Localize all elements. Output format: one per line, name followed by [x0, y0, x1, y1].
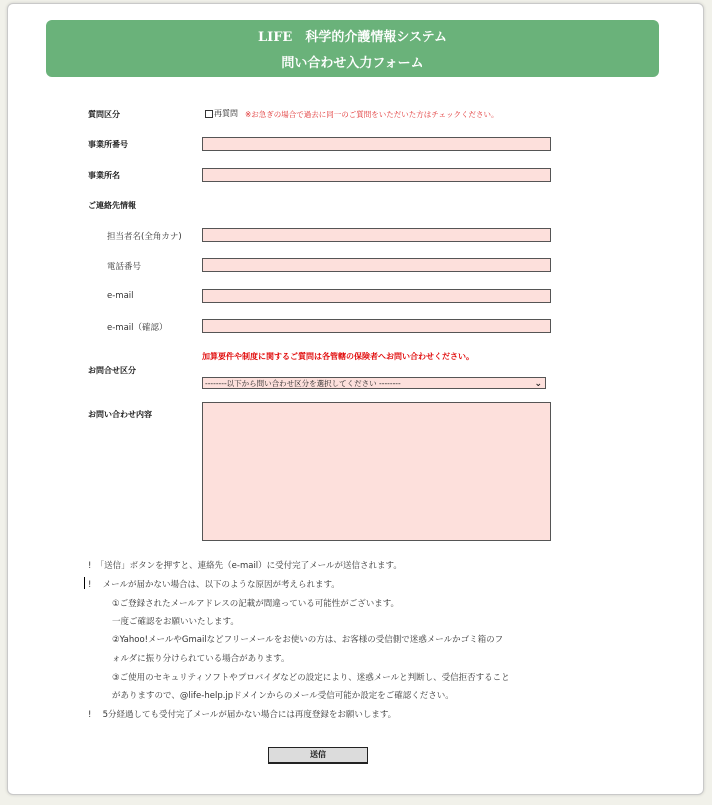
form-header	[46, 20, 659, 77]
reask-checkbox-label[interactable]: 再質問	[214, 109, 238, 118]
inquiry-content-label: お問い合わせ内容	[88, 410, 152, 419]
email-input[interactable]	[202, 289, 551, 303]
note-line: ③ご使用のセキュリティソフトやプロバイダなどの設定により、迷惑メールと判断し、受信拒否すること	[112, 673, 510, 683]
office-name-label: 事業所名	[88, 171, 120, 180]
reask-note: ※お急ぎの場合で過去に同一のご質問をいただいた方はチェックください。	[245, 110, 499, 119]
note-line: ! 「送信」ボタンを押すと、連絡先（e-mail）に受付完了メールが送信されます。	[88, 561, 402, 571]
office-name-input[interactable]	[202, 168, 551, 182]
phone-input[interactable]	[202, 258, 551, 272]
page-subtitle: 問い合わせ入力フォーム	[281, 56, 424, 71]
person-name-input[interactable]	[202, 228, 551, 242]
inquiry-type-selected: --------以下から問い合わせ区分を選択してください --------	[205, 379, 401, 388]
page-title: LIFE 科学的介護情報システム	[257, 30, 448, 45]
note-line: がありますので、@life-help.jpドメインからのメール受信可能か設定をご確認ください。	[112, 691, 454, 701]
email-label: e-mail	[107, 291, 134, 301]
reask-checkbox[interactable]	[205, 110, 213, 118]
email-confirm-label: e-mail（確認）	[107, 323, 168, 333]
email-confirm-input[interactable]	[202, 319, 551, 333]
inquiry-type-label: お問合せ区分	[88, 366, 136, 375]
text-cursor	[84, 577, 85, 589]
question-type-label: 質問区分	[88, 110, 120, 119]
note-line: ! メールが届かない場合は、以下のような原因が考えられます。	[88, 580, 340, 590]
note-line: 一度ご確認をお願いいたします。	[112, 617, 239, 627]
note-line: ②Yahoo!メールやGmailなどフリーメールをお使いの方は、お客様の受信側で迷惑メールかゴミ箱のフ	[112, 635, 504, 645]
note-line: ォルダに振り分けられている場合があります。	[112, 654, 290, 664]
submit-button[interactable]: 送信	[268, 747, 368, 764]
inquiry-alert: 加算要件や制度に関するご質問は各管轄の保険者へお問い合わせください。	[202, 352, 474, 361]
office-number-input[interactable]	[202, 137, 551, 151]
contact-info-label: ご連絡先情報	[88, 201, 136, 210]
inquiry-content-textarea[interactable]	[202, 402, 551, 541]
inquiry-type-select[interactable]	[202, 377, 546, 389]
note-line: ! 5分経過しても受付完了メールが届かない場合には再度登録をお願いします。	[88, 710, 397, 720]
phone-label: 電話番号	[107, 262, 142, 272]
office-number-label: 事業所番号	[88, 140, 128, 149]
note-line: ①ご登録されたメールアドレスの記載が間違っている可能性がございます。	[112, 599, 400, 609]
chevron-down-icon: ⌄	[534, 379, 542, 389]
person-name-label: 担当者名(全角カナ)	[107, 232, 182, 242]
